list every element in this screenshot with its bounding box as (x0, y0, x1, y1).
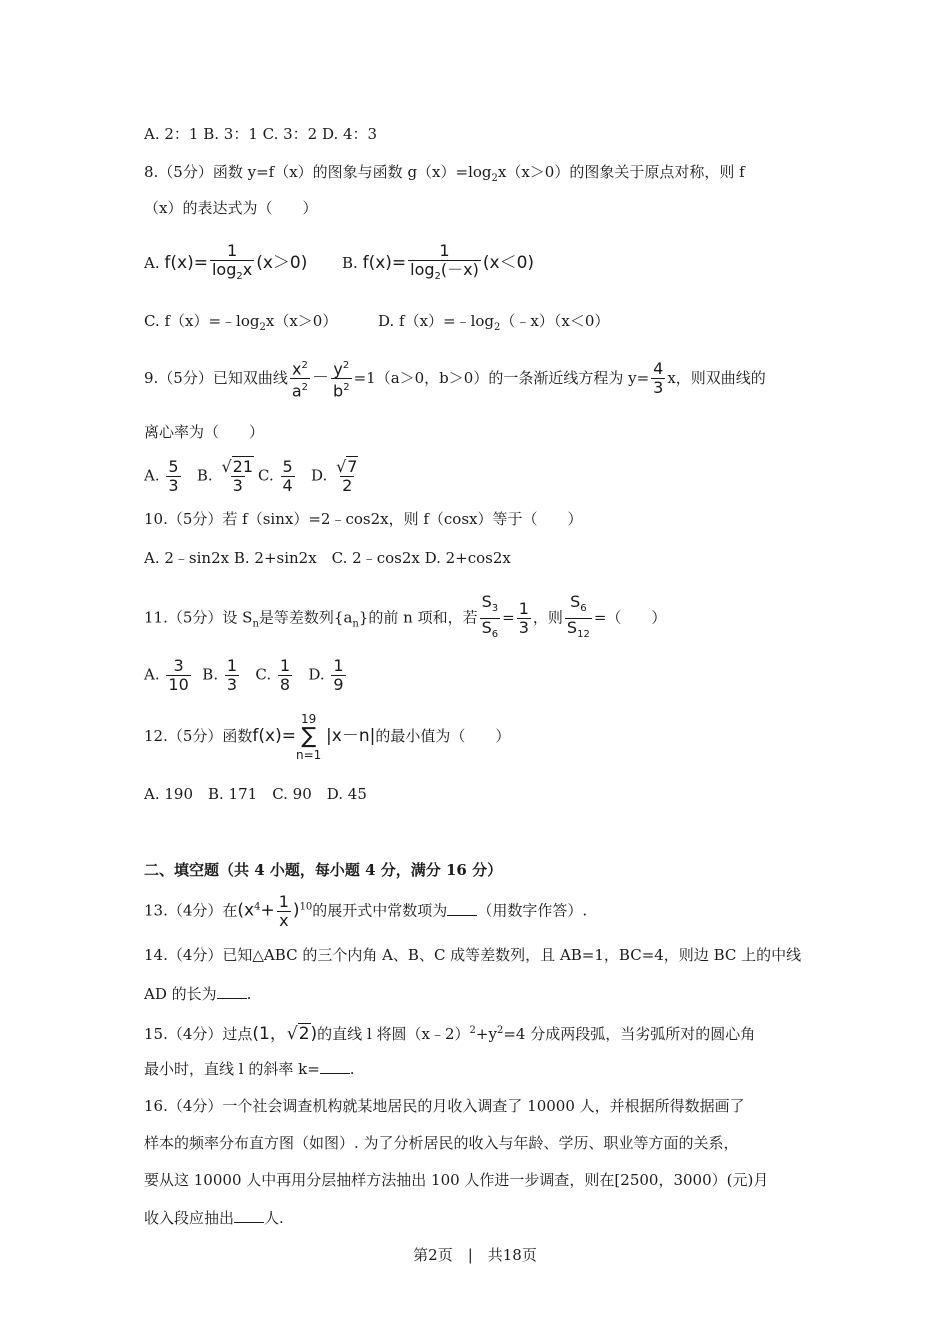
q10-options: A. 2﹣sin2x B. 2+sin2x C. 2﹣cos2x D. 2+cos2x (144, 549, 511, 567)
q8-option-b (342, 242, 534, 286)
q8-stem-b: x（x＞0）的图象关于原点对称，则 f (497, 163, 745, 181)
q13-answer-blank (447, 901, 477, 916)
q16-line1: 16.（4分）一个社会调查机构就某地居民的月收入调查了 10000 人，并根据所得数据画了 (144, 1097, 745, 1115)
q8-a-num: 1 (226, 241, 238, 260)
q8-option-a (144, 242, 307, 286)
q9-slope-frac: $\frac{4}{3}$ (653, 359, 664, 398)
q14-line2: AD 的长为 . (144, 985, 252, 1003)
q9-x2-frac: $\frac{x^2}{a^2}$ (291, 359, 309, 401)
q16-line3: 要从这 10000 人中再用分层抽样方法抽出 100 人作进一步调查，则在[2500，3000）(元)月 (144, 1171, 769, 1189)
q11-stem: 11.（5分）设 $S_n$是等差数列$\{a_n\}$的前 n 项和，若 $\frac{S_3}{S_6}$ = $\frac{1}{3}$ ，则 $\frac{S_6}{S_{12}}$ =（ ） (144, 593, 666, 644)
q8-a-cond: (x＞0) (256, 253, 308, 274)
q9-y2-frac: $\frac{y^2}{b^2}$ (333, 359, 350, 401)
q8-b-den: $\log_2(-x)$ (408, 260, 481, 286)
q8-b-frac (408, 242, 481, 286)
q9-stem-line2: 离心率为（ ） (144, 423, 265, 441)
q7-options: A. 2：1 B. 3：1 C. 3：2 D. 4：3 (144, 125, 378, 143)
page-footer: 第2页 | 共18页 (413, 1246, 537, 1264)
q8-b-num: 1 (439, 241, 450, 260)
q8-stem-line2: （x）的表达式为（ ） (144, 199, 318, 217)
q15-line1: 15.（4分）过点(1，√2)的直线 l 将圆$(x﹣2)^2+y^2=4$ 分成两段弧，当劣弧所对的圆心角 (144, 1024, 756, 1044)
q16-line4: 收入段应抽出 人. (144, 1209, 284, 1227)
q15-line2: 最小时，直线 l 的斜率 k= . (144, 1060, 355, 1078)
q16-line2: 样本的频率分布直方图（如图）. 为了分析居民的收入与年龄、学历、职业等方面的关系， (144, 1134, 739, 1152)
q9-stem-line1: 9.（5分）已知双曲线 $\frac{x^2}{a^2}$ － $\frac{y^2}{b^2}$ =1（a＞0，b＞0）的一条渐近线方程为 y= $\frac{4}{3}$ x，则双曲线的 (144, 357, 766, 401)
q13-stem: 13.（4分）在($x^4+$ $\frac{1}{x}$ )$^{10}$的展开式中常数项为 （用数字作答）. (144, 892, 588, 930)
q12-options: A. 190 B. 171 C. 90 D. 45 (144, 785, 367, 803)
q8-a-den: $\log_2x$ (210, 260, 254, 286)
q8-option-d: D. $f(x)=﹣\log_2(﹣x)(x<0)$ (378, 312, 610, 333)
q8-b-lhs: f(x)= (362, 253, 407, 274)
q8-log-sub: 2 (491, 173, 498, 184)
q8-stem-line1 (144, 162, 745, 189)
q16-answer-blank (234, 1208, 264, 1223)
q15-answer-blank (320, 1059, 350, 1074)
q8-b-label: B. (342, 254, 358, 273)
q8-stem-a: 8.（5分）函数 y=f（x）的图象与函数 g（x）=log (144, 163, 492, 181)
q14-answer-blank (217, 984, 247, 999)
q8-option-c: C. $f(x)=﹣\log_2x(x>0)$ (144, 312, 338, 333)
q8-a-label: A. (144, 254, 160, 273)
q8-a-lhs: f(x)= (164, 253, 208, 274)
q9-options: A. $\frac{5}{3}$ B. $\frac{√21}{3}$ C. $\frac{5}{4}$ D. $\frac{√7}{2}$ (144, 457, 358, 495)
q14-line1: 14.（4分）已知△ABC 的三个内角 A、B、C 成等差数列，且 AB=1，BC=4，则边 BC 上的中线 (144, 946, 802, 964)
q8-b-cond: (x＜0) (482, 253, 535, 274)
section-title: 二、填空题（共 4 小题，每小题 4 分，满分 16 分） (144, 861, 503, 879)
q11-options: A. $\frac{3}{10}$ B. $\frac{1}{3}$ C. $\frac{1}{8}$ D. $\frac{1}{9}$ (144, 656, 344, 694)
q10-stem: 10.（5分）若 f（sinx）=2﹣cos2x，则 f（cosx）等于（ ） (144, 510, 583, 528)
q12-stem: 12.（5分）函数f(x)= 19 ∑ n=1 |x－n|的最小值为（ ） (144, 712, 511, 762)
q8-a-frac (210, 242, 254, 286)
q12-sum: 19 ∑ n=1 (295, 712, 322, 762)
